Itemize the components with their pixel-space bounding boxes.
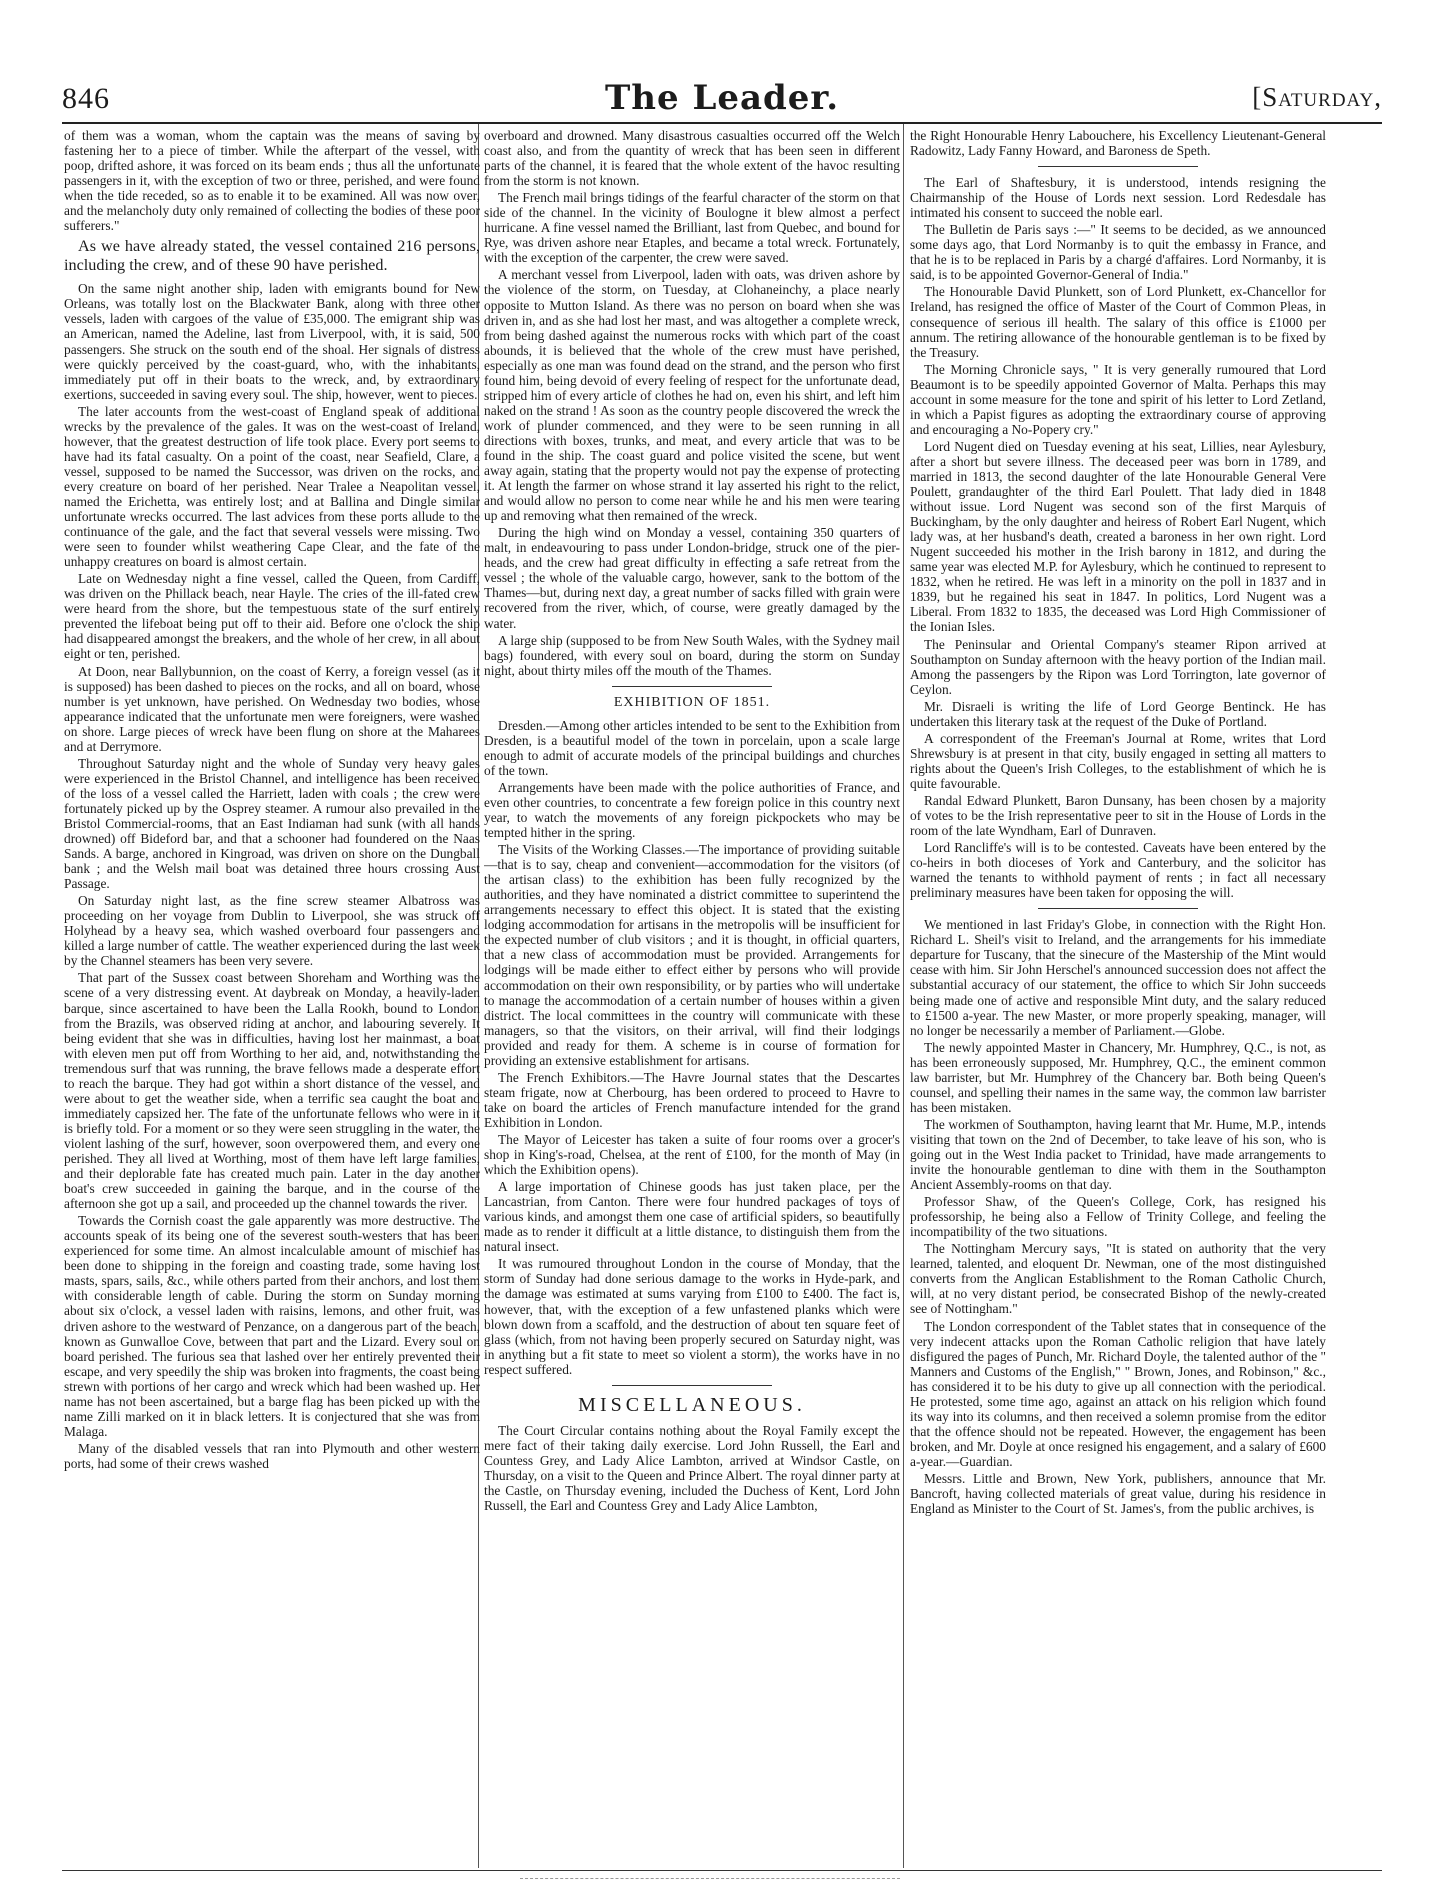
paragraph: The Nottingham Mercury says, "It is stated on authority that the very learned, talented, and eloquent Dr. Newman, one of the most distinguished converts from the Anglican Establishment to the Roman Catholic Church, will, at no very distant period, be consecrated Bishop of the newly-created see of Nottingham." [910,1241,1326,1317]
paragraph: The Honourable David Plunkett, son of Lord Plunkett, ex-Chancellor for Ireland, has resigned the office of Master of the Court of Common Pleas, in consequence of serious ill health. The salary of this office is £1000 per annum. The retiring allowance of the honourable gentleman is to be fixed by the Treasury. [910,284,1326,360]
paragraph: Randal Edward Plunkett, Baron Dunsany, has been chosen by a majority of votes to be the Irish representative peer to sit in the House of Lords in the room of the late Wyndham, Earl of Dunraven. [910,792,1326,839]
paragraph: Messrs. Little and Brown, New York, publishers, announce that Mr. Bancroft, having collected materials of great value, during his residence in England as Minister to the Court of St. James's, from the public archives, is [910,1470,1326,1517]
paragraph: The French Exhibitors.—The Havre Journal states that the Descartes steam frigate, now at Cherbourg, has been ordered to proceed to Havre to take on board the articles of French manufacture intended for the grand Exhibition in London. [484,1069,900,1130]
paragraph: A merchant vessel from Liverpool, laden with oats, was driven ashore by the violence of the storm, on Tuesday, at Clohaneinchy, a place nearly opposite to Mutton Island. As there was no person on board when she was driven in, and as she had lost her mast, and was altogether a complete wreck, from being dashed against the numerous rocks with which part of the coast abounds, it is believed that the whole of the crew must have perished, especially as one man was found dead on the strand, and the person who first found him, being devoid of every feeling of respect for the unfortunate dead, stripped him of every article of clothes he had on, even his shirt, and left him naked on the strand ! As soon as the country people discovered the wreck the work of plunder commenced, and they were to be seen running in all directions with boxes, trunks, and meat, and every article that was to be found in the ship. The coast guard and police visited the scene, but went away again, stating that the property would not pay the expense of protecting it. At length the farmer on whose strand it lay asserted his right to the relict, and would allow no person to come near while he and his men were tearing up and removing what then remained of the wreck. [484,267,900,524]
paragraph: Mr. Disraeli is writing the life of Lord George Bentinck. He has undertaken this literary task at the request of the Duke of Portland. [910,698,1326,729]
paragraph: During the high wind on Monday a vessel, containing 350 quarters of malt, in endeavouring to pass under London-bridge, struck one of the pier-heads, and the crew had great difficulty in effecting a safe retreat from the vessel ; the whole of the valuable cargo, however, sank to the bottom of the Thames—but, during next day, a great number of sacks filled with grain were recovered from the river, which, of course, were greatly damaged by the water. [484,525,900,631]
paragraph: The newly appointed Master in Chancery, Mr. Humphrey, Q.C., is not, as has been erroneously supposed, Mr. Humphrey, Q.C., the eminent common law barrister, but Mr. Humphrey of the Chancery bar. Both being Queen's counsel, and spelling their names in the same way, the common law barrister has been mistaken. [910,1039,1326,1115]
column-divider [903,124,904,1868]
paragraph: overboard and drowned. Many disastrous casualties occurred off the Welch coast also, and from the quantity of wreck that has been seen in different parts of the channel, it is feared that the whole extent of the havoc resulting from the storm is not known. [484,128,900,189]
masthead-title: The Leader. [604,78,840,118]
paragraph: The Visits of the Working Classes.—The importance of providing suitable—that is to say, cheap and convenient—accommodation for the visitors (of the artisan class) to the exhibition has been fully recognized by the authorities, and they have nominated a district committee to superintend the arrangements necessary to effect this object. It is stated that the existing lodging accommodation for artisans in the metropolis will be insufficient for the expected number of club visitors ; and it is thought, in official quarters, that a new class of accommodation must be provided. Arrangements for lodgings will be made either to effect either by persons who will provide accommodation on their own responsibility, or by parties who will undertake to manage the accommodation of a certain number of houses within a given district. The local committees in the country will communicate with these managers, so that the visitors, on their arrival, will find their lodgings provided and ready for them. A scheme is in course of formation for providing an extensive establishment for artisans. [484,842,900,1068]
footer-rule [62,1870,1382,1871]
paragraph: A large importation of Chinese goods has just taken place, per the Lancastrian, from Canton. There were four hundred packages of toys of various kinds, and amongst them one case of artificial spiders, so beautifully made as to render it difficult at a little distance, to distinguish them from the natural insect. [484,1179,900,1255]
paragraph: Lord Nugent died on Tuesday evening at his seat, Lillies, near Aylesbury, after a short but severe illness. The deceased peer was born in 1789, and married in 1813, the second daughter of the late Honourable General Vere Poulett, grandaughter of the third Earl Poulett. That lady died in 1848 without issue. Lord Nugent was second son of the first Marquis of Buckingham, by the only daughter and heiress of Robert Earl Nugent, which lady was, at her husband's death, created a baroness in her own right. Lord Nugent succeeded his mother in the Irish barony in 1812, and during the same year was elected M.P. for Aylesbury, which he continued to represent to 1832, when he retired. He was left in a minority on the poll in 1837 and in 1839, but he regained his seat in 1847. In politics, Lord Nugent was a Liberal. From 1832 to 1835, the deceased was Lord High Commissioner of the Ionian Isles. [910,438,1326,635]
section-rule [1038,166,1198,167]
paragraph: Dresden.—Among other articles intended to be sent to the Exhibition from Dresden, is a beautiful model of the town in porcelain, upon a scale large enough to admit of accurate models of the principal buildings and churches of the town. [484,717,900,778]
section-rule [612,1385,772,1386]
paragraph: Towards the Cornish coast the gale apparently was more destructive. The accounts speak of its being one of the severest south-westers that has been experienced for some time. An almost incalculable amount of mischief has been done to shipping in the foreign and coasting trade, some having lost masts, spars, sails, &c., while others parted from their anchors, and lost them with considerable length of cable. During the storm on Sunday morning about six o'clock, a vessel laden with raisins, lemons, and other fruit, was driven ashore to the westward of Penzance, on a dangerous part of the beach, known as Gunwalloe Cove, between that part and the Lizard. Every soul on board perished. The furious sea that lashed over her entirely prevented their escape, and very speedily the ship was broken into fragments, the coast being strewn with portions of her cargo and wreck which had been washed up. Her name has not been ascertained, but a barge flag has been picked up with the name Zilli marked on it in black letters. It is conjectured that she was from Malaga. [64,1213,480,1439]
paragraph: Lord Rancliffe's will is to be contested. Caveats have been entered by the co-heirs in both dioceses of York and Canterbury, and the solicitor has warned the tenants to withhold payment of rents ; in fact all necessary preliminary measures have been taken for opposing the will. [910,840,1326,901]
paragraph: As we have already stated, the vessel contained 216 persons, including the crew, and of these 90 have perished. [64,237,480,275]
column-1 [64,128,480,1868]
section-rule [1038,908,1198,909]
paragraph: We mentioned in last Friday's Globe, in connection with the Right Hon. Richard L. Sheil's visit to Ireland, and the arrangements for his immediate departure for Tuscany, that the sinecure of the Mastership of the Mint would cease with him. Sir John Herschel's announced succession does not affect the substantial accuracy of our statement, the office to which Sir John succeeds being made one of active and responsible Mint duty, and the salary reduced to £1500 a-year. The new Master, or more properly speaking, manager, will no longer be necessarily a member of Parliament.—Globe. [910,917,1326,1038]
paragraph: The French mail brings tidings of the fearful character of the storm on that side of the channel. In the vicinity of Boulogne it blew almost a perfect hurricane. A fine vessel named the Brilliant, last from Quebec, and bound for Rye, was driven ashore near Etaples, and became a total wreck. Fortunately, with the exception of the carpenter, the crew were saved. [484,190,900,266]
paragraph: The Earl of Shaftesbury, it is understood, intends resigning the Chairmanship of the House of Lords next session. Lord Redesdale has intimated his consent to succeed the noble earl. [910,175,1326,221]
paragraph: Throughout Saturday night and the whole of Sunday very heavy gales were experienced in the Bristol Channel, and intelligence has been received of the loss of a vessel called the Harriett, laden with coals ; the crew were fortunately picked up by the Osprey steamer. A rumour also prevailed in the Bristol Commercial-rooms, that an East Indiaman had sunk (with all hands drowned) off Bideford bar, and that a schooner had foundered on the Naas Sands. A barge, anchored in Kingroad, was driven on shore on the Dungball bank ; and the Welsh mail boat was detained three hours crossing Aust Passage. [64,755,480,892]
paragraph: The London correspondent of the Tablet states that in consequence of the very indecent attacks upon the Roman Catholic religion that have lately disfigured the pages of Punch, Mr. Richard Doyle, the talented author of the " Manners and Customs of the English," " Brown, Jones, and Robinson," &c., has considered it to be his duty to give up all connection with the periodical. He protested, some time ago, against an attack on his religion which found its way into its columns, and then received a solemn promise from the editor that the offence should not be repeated. However, the engagement has been broken, and Mr. Doyle at once resigned his engagement, and a salary of £600 a-year.—Guardian. [910,1318,1326,1469]
page-number: 846 [62,82,110,115]
paragraph: Professor Shaw, of the Queen's College, Cork, has resigned his professorship, he being also a Fellow of Trinity College, and feeling the incompatibility of the two situations. [910,1194,1326,1240]
paragraph: Many of the disabled vessels that ran into Plymouth and other western ports, had some of their crews washed [64,1440,480,1471]
paragraph: the Right Honourable Henry Labouchere, his Excellency Lieutenant-General Radowitz, Lady Fanny Howard, and Baroness de Speth. [910,128,1326,159]
paragraph: On Saturday night last, as the fine screw steamer Albatross was proceeding on her voyage from Dublin to Liverpool, she was struck off Holyhead by a heavy sea, which washed overboard four passengers and killed a large number of cattle. The weather experienced during the last week by the Channel steamers has been very severe. [64,893,480,969]
miscellaneous-heading: MISCELLANEOUS. [578,1393,806,1416]
paragraph: At Doon, near Ballybunnion, on the coast of Kerry, a foreign vessel (as it is supposed) has been dashed to pieces on the rocks, and all on board, whose number is yet unknown, have perished. On Wednesday two bodies, whose appearance indicated that the unfortunate men were foreigners, were washed on shore. Large pieces of wreck have been flung on shore at the Maharees and at Derrymore. [64,663,480,754]
header-rule [62,122,1382,124]
column-2 [484,128,900,1868]
paragraph: It was rumoured throughout London in the course of Monday, that the storm of Sunday had done serious damage to the works in Hyde-park, and the damage was estimated at sums varying from £100 to £400. The fact is, however, that, with the exception of a few unfastened planks which were blown down from a scaffold, and the destruction of about ten square feet of glass (which, from not having been properly secured on Saturday night, was in anything but a fit state to meet so violent a storm), the works have in no respect suffered. [484,1256,900,1377]
paragraph: The Mayor of Leicester has taken a suite of four rooms over a grocer's shop in King's-road, Chelsea, at the rent of £100, for the month of May (in which the Exhibition opens). [484,1132,900,1178]
column-3 [910,128,1326,1868]
issue-day: [Saturday, [1252,82,1382,112]
scan-artifact [520,1878,900,1885]
section-rule [612,686,772,687]
paragraph: Arrangements have been made with the police authorities of France, and even other countries, to concentrate a few foreign police in this country next year, to watch the movements of any foreign pickpockets who may be tempted hither in the spring. [484,779,900,841]
paragraph: On the same night another ship, laden with emigrants bound for New Orleans, was totally lost on the Blackwater Bank, along with three other vessels, laden with cargoes of the value of £35,000. The emigrant ship was an American, named the Adeline, last from Liverpool, with, it is said, 500 passengers. She struck on the south end of the shoal. Her signals of distress were quickly perceived by the coast-guard, who, with the inhabitants, immediately put off in their boats to the wreck, and, by extraordinary exertions, succeeded in saving every soul. The ship, however, went to pieces. [64,281,480,402]
paragraph: The later accounts from the west-coast of England speak of additional wrecks by the prevalence of the gales. It was on the west-coast of Ireland, however, that the greatest destruction of life took place. Every port seems to have had its fatal casualty. On a point of the coast, near Seafield, Clare, a vessel, supposed to be named the Successor, was driven on the rocks, and every creature on board of her perished. Near Tralee a Neapolitan vessel, named the Erichetta, was entirely lost; and at Ballina and Dingle similar unfortunate wrecks occurred. The last advices from these ports allude to the continuance of the gale, and the fact that several vessels were missing. Two were seen to founder whilst weathering Cape Clear, and the fate of the unhappy creatures on board is almost certain. [64,403,480,570]
exhibition-heading: EXHIBITION OF 1851. [613,694,771,710]
paragraph: The Morning Chronicle says, " It is very generally rumoured that Lord Beaumont is to be speedily appointed Governor of Malta. Perhaps this may account in some measure for the tone and spirit of his letter to Lord Zetland, in which a Papist figures as adopting the extraordinary course of approving and encouraging a No-Popery cry." [910,361,1326,437]
paragraph: A large ship (supposed to be from New South Wales, with the Sydney mail bags) foundered, with every soul on board, during the storm on Sunday night, about thirty miles off the mouth of the Thames. [484,632,900,678]
paragraph: of them was a woman, whom the captain was the means of saving by fastening her to a piece of timber. While the afterpart of the vessel, with poop, drifted ashore, it was forced on its beam ends ; thus all the unfortunate passengers in it, with the exception of two or three, perished, and were found when the tide receded, so as to enable it to be examined. All was now over, and the melancholy duty only remained of collecting the bodies of these poor sufferers." [64,128,480,234]
paragraph: A correspondent of the Freeman's Journal at Rome, writes that Lord Shrewsbury is at present in that city, busily engaged in setting all matters to rights about the Queen's Irish Colleges, to the establishment of which he is quite favourable. [910,730,1326,791]
paragraph: Late on Wednesday night a fine vessel, called the Queen, from Cardiff, was driven on the Phillack beach, near Hayle. The cries of the ill-fated crew were heard from the shore, but the tempestuous state of the surf entirely prevented the lifeboat being put off to their aid. Before one o'clock the ship had disappeared amongst the breakers, and the whole of her crew, in all about eight or ten, perished. [64,571,480,662]
paragraph: The Peninsular and Oriental Company's steamer Ripon arrived at Southampton on Sunday afternoon with the heavy portion of the Indian mail. Among the passengers by the Ripon was Lord Torrington, late governor of Ceylon. [910,636,1326,697]
paragraph: The Bulletin de Paris says :—" It seems to be decided, as we announced some days ago, that Lord Normanby is to quit the embassy in France, and that he is to be replaced in Paris by a chargé d'affaires. Lord Normanby, it is said, is to be appointed Governor-General of India." [910,222,1326,283]
page-header [62,80,1382,116]
paragraph: The Court Circular contains nothing about the Royal Family except the mere fact of their taking daily exercise. Lord John Russell, the Earl and Countess Grey, and Lady Alice Lambton, arrived at Windsor Castle, on Thursday, on a visit to the Queen and Prince Albert. The royal dinner party at the Castle, on Thursday evening, included the Duchess of Kent, Lord John Russell, the Earl and Countess Grey and Lady Alice Lambton, [484,1422,900,1514]
paragraph: That part of the Sussex coast between Shoreham and Worthing was the scene of a very distressing event. At daybreak on Monday, a heavily-laden barque, since ascertained to have been the Lalla Rookh, bound to London from the Brazils, was observed riding at anchor, and labouring severely. It being evident that she was in difficulties, having lost her mainmast, a boat with eleven men put off from Worthing to her aid, and, notwithstanding the tremendous surf that was running, the brave fellows made a desperate effort to reach the barque. They had got within a short distance of the vessel, and were about to get the weather side, when a terrific sea caught the boat and immediately capsized her. The fate of the unfortunate fellows who were in it is briefly told. For a moment or so they were seen struggling in the water, the violent lashing of the surf, however, soon overpowered them, and every one perished. They all lived at Worthing, most of them have left large families, and their deplorable fate has created much pain. Later in the day another boat's crew succeeded in gaining the barque, and in the course of the afternoon she got up a sail, and proceeded up the channel towards the river. [64,970,480,1212]
paragraph: The workmen of Southampton, having learnt that Mr. Hume, M.P., intends visiting that town on the 2nd of December, to take leave of his son, who is going out in the West India packet to Trinidad, have made arrangements to invite the honourable gentleman to dine with them in the Southampton Ancient Assembly-rooms on that day. [910,1116,1326,1193]
